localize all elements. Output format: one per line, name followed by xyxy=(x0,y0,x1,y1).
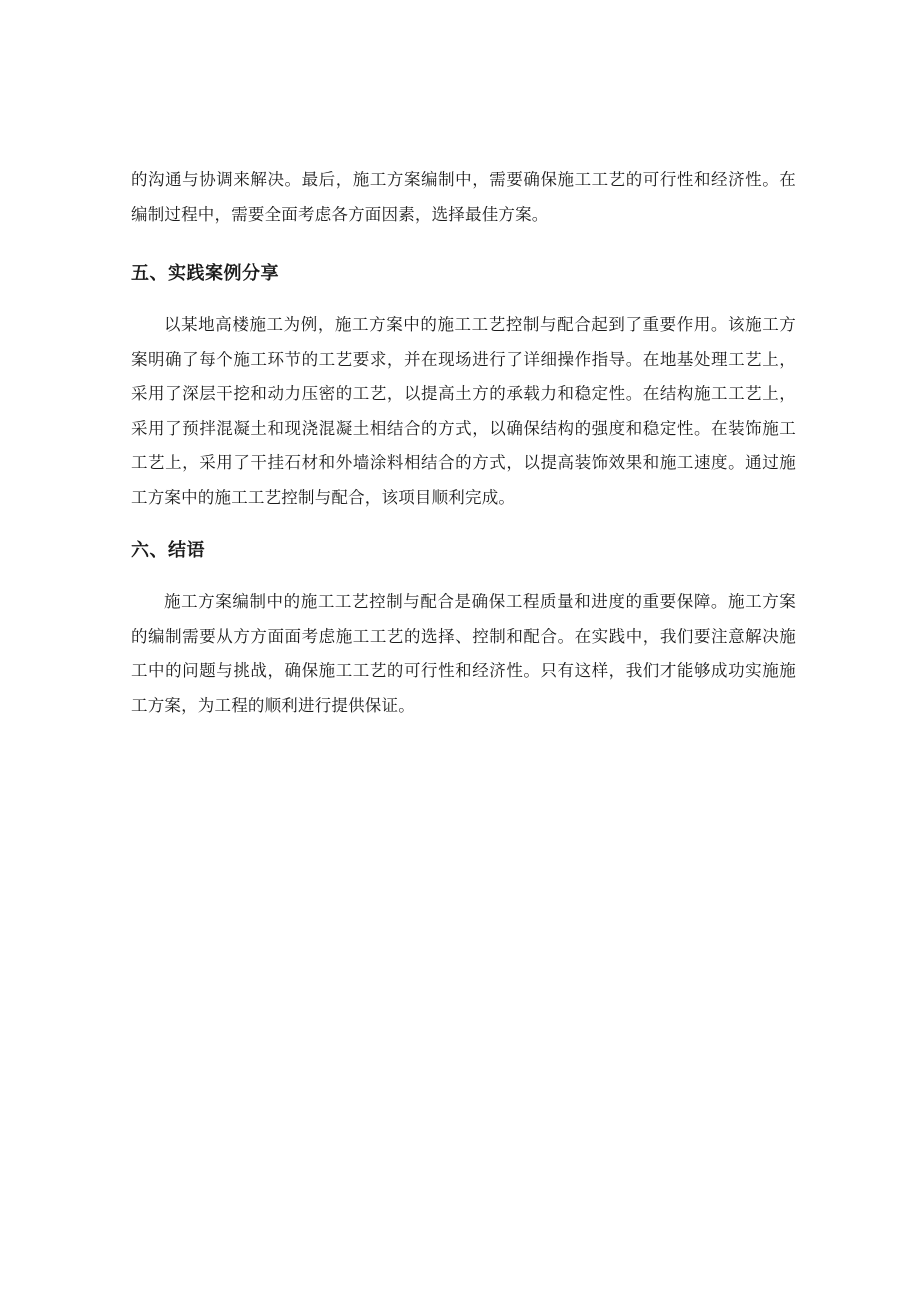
section-heading-conclusion: 六、结语 xyxy=(131,540,205,561)
conclusion-paragraph: 施工方案编制中的施工工艺控制与配合是确保工程质量和进度的重要保障。施工方案的编制需要从方方面面考虑施工工艺的选择、控制和配合。在实践中，我们要注意解决施工中的问题与挑战，确保施工工艺的可行性和经济性。只有这样，我们才能够成功实施施工方案，为工程的顺利进行提供保证。 xyxy=(131,592,796,715)
document-body xyxy=(131,163,796,723)
practice-case-paragraph: 以某地高楼施工为例，施工方案中的施工工艺控制与配合起到了重要作用。该施工方案明确了每个施工环节的工艺要求，并在现场进行了详细操作指导。在地基处理工艺上，采用了深层干挖和动力压密的工艺，以提高土方的承载力和稳定性。在结构施工工艺上，采用了预拌混凝土和现浇混凝土相结合的方式，以确保结构的强度和稳定性。在装饰施工工艺上，采用了干挂石材和外墙涂料相结合的方式，以提高装饰效果和施工速度。通过施工方案中的施工工艺控制与配合，该项目顺利完成。 xyxy=(131,315,796,507)
continuation-paragraph: 的沟通与协调来解决。最后，施工方案编制中，需要确保施工工艺的可行性和经济性。在编制过程中，需要全面考虑各方面因素，选择最佳方案。 xyxy=(131,170,796,224)
section-heading-practice-case: 五、实践案例分享 xyxy=(131,263,279,284)
